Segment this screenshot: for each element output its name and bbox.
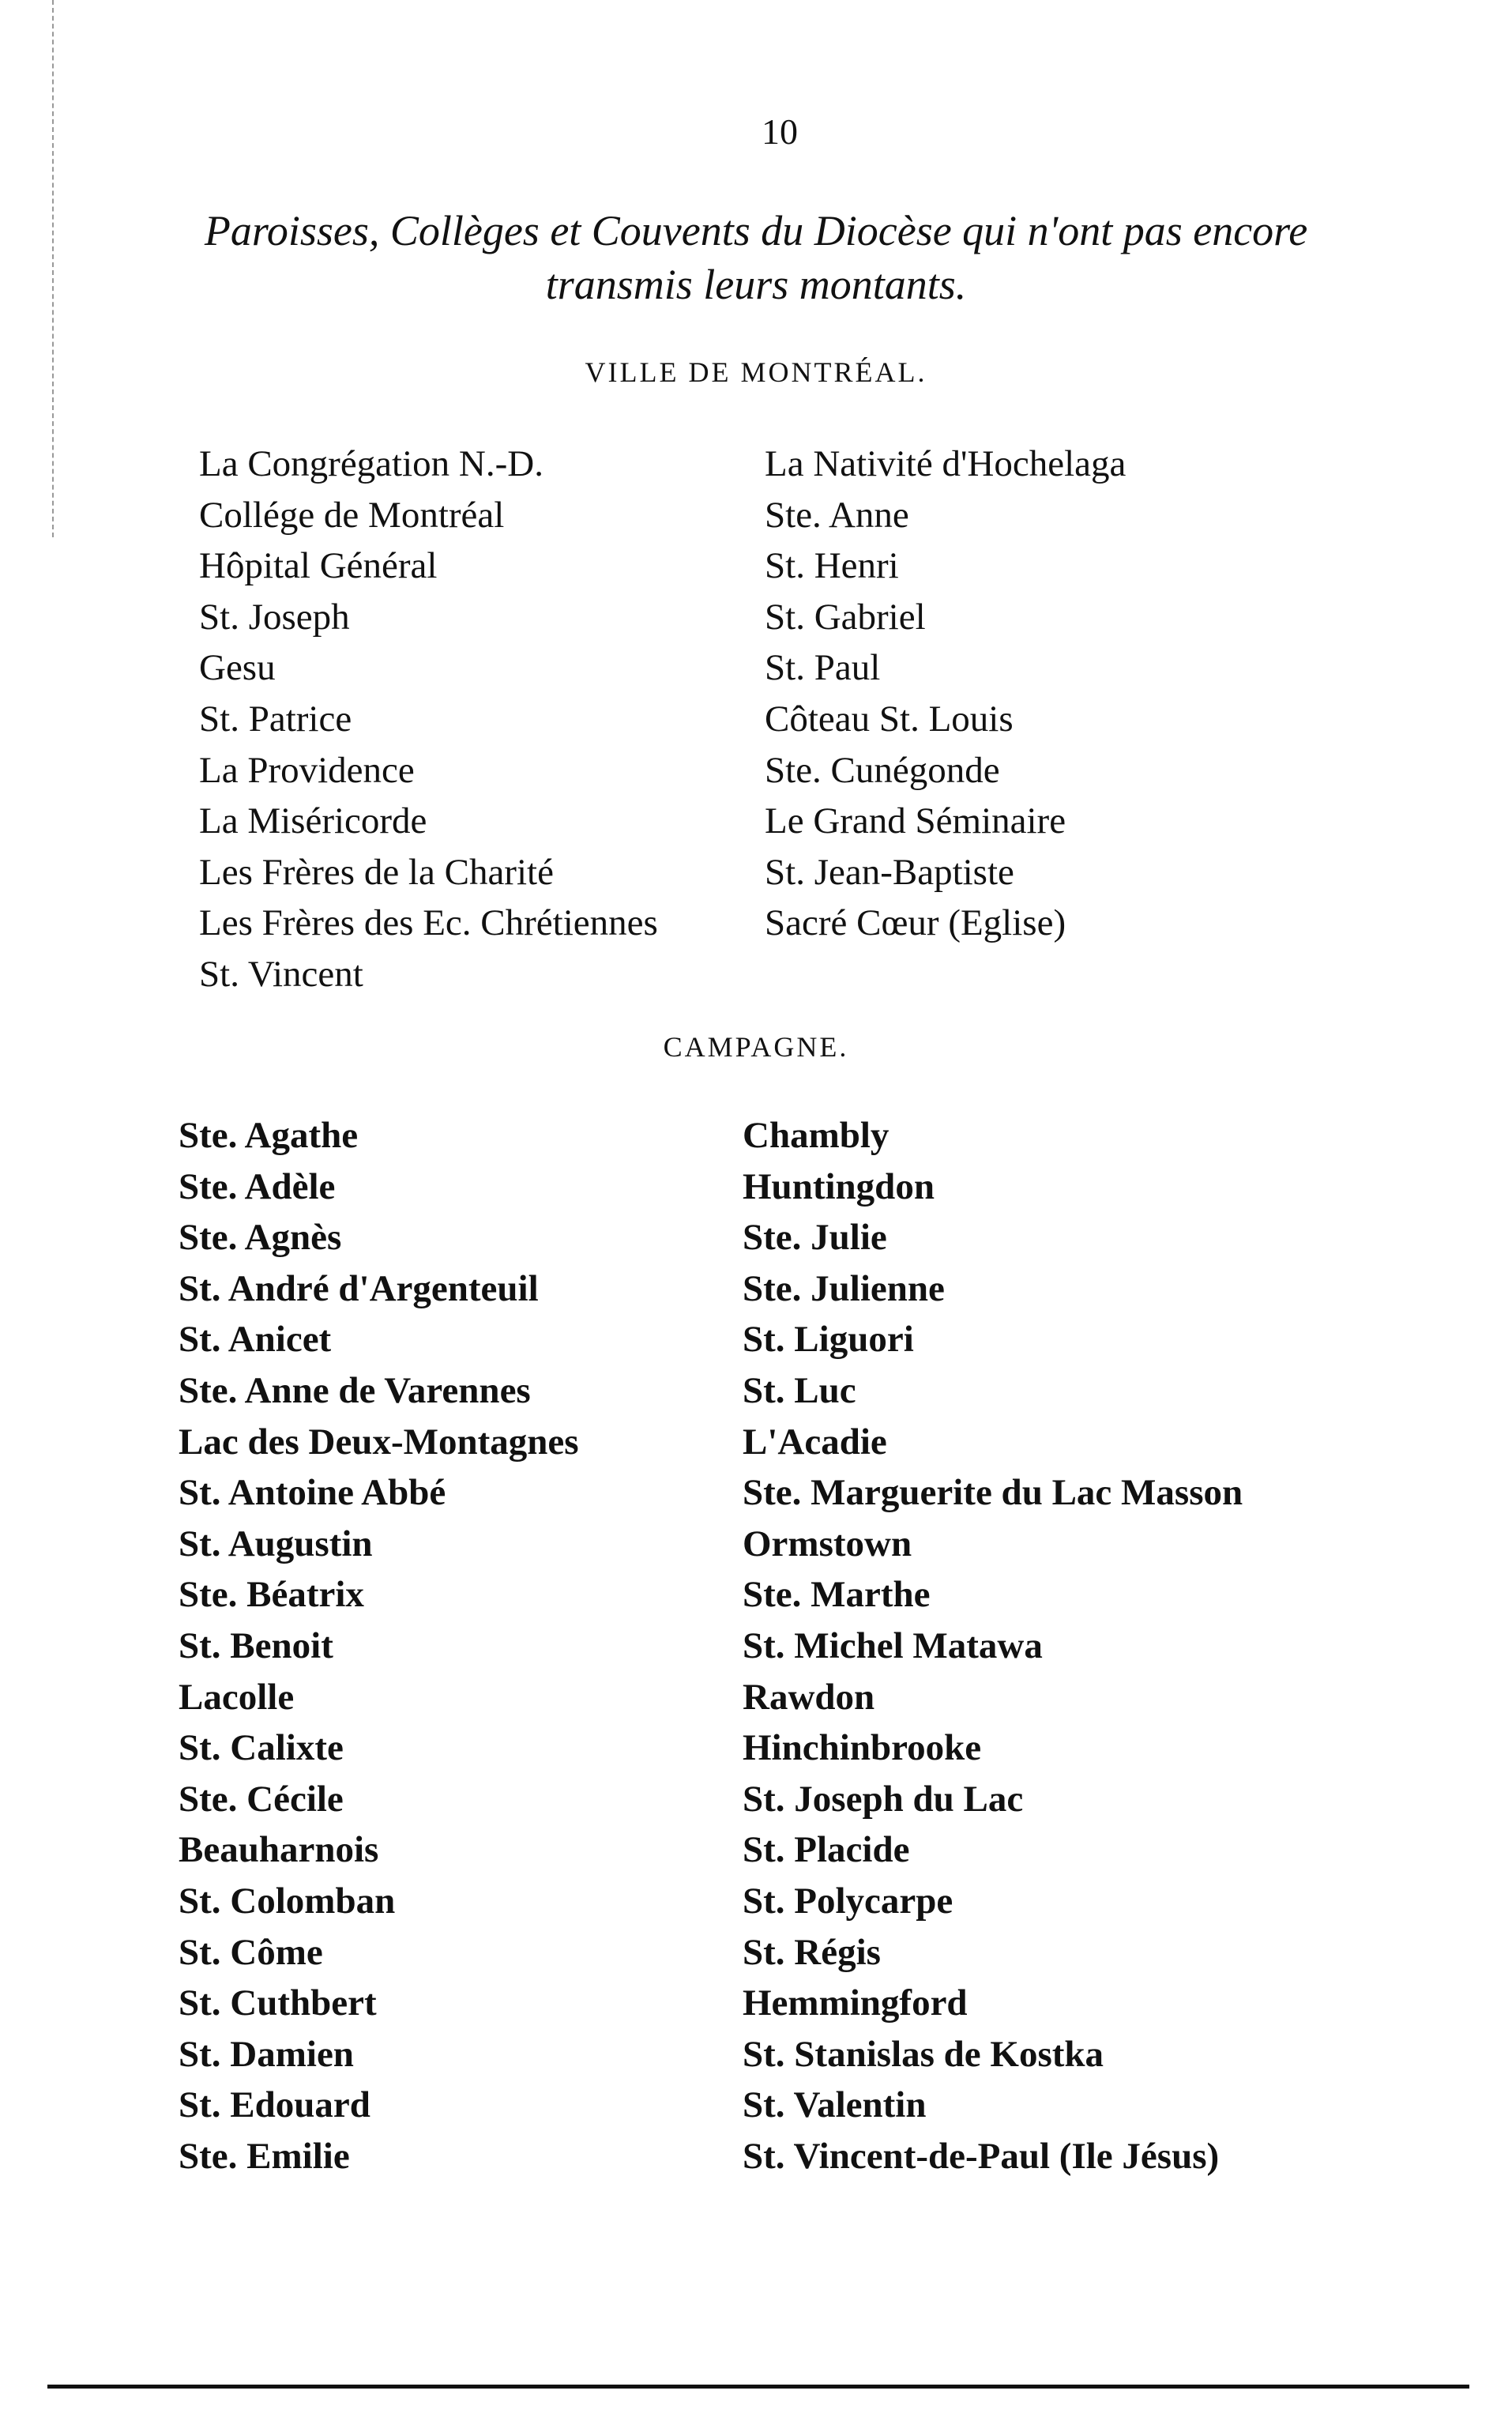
list-item: La Miséricorde <box>199 800 427 842</box>
list-item: Les Frères des Ec. Chrétiennes <box>199 902 658 944</box>
list-item: Rawdon <box>743 1676 875 1718</box>
list-item: St. Antoine Abbé <box>179 1472 446 1514</box>
ville-left-column <box>199 439 658 1000</box>
list-item: Ste. Béatrix <box>179 1574 364 1616</box>
list-item: St. Vincent-de-Paul (Ile Jésus) <box>743 2135 1220 2177</box>
list-item: Hinchinbrooke <box>743 1727 982 1769</box>
list-item: St. Anicet <box>179 1319 332 1361</box>
list-item: St. Stanislas de Kostka <box>743 2033 1104 2075</box>
list-item: St. Régis <box>743 1931 881 1973</box>
campagne-left-column <box>179 1110 579 2182</box>
list-item: Lac des Deux-Montagnes <box>179 1421 579 1463</box>
list-item: Ste. Anne de Varennes <box>179 1369 531 1411</box>
campagne-right-column <box>743 1110 1243 2182</box>
list-item: Ste. Marguerite du Lac Masson <box>743 1472 1243 1514</box>
list-item: Ste. Agnès <box>179 1217 342 1259</box>
list-item: Ste. Julienne <box>743 1267 945 1309</box>
list-item: St. Joseph <box>199 596 350 638</box>
list-item: St. Benoit <box>179 1624 333 1666</box>
list-item: Collége de Montréal <box>199 494 505 536</box>
list-item: Sacré Cœur (Eglise) <box>765 902 1066 944</box>
list-item: Ste. Cunégonde <box>765 749 1000 791</box>
list-item: Ste. Emilie <box>179 2135 350 2177</box>
list-item: Côteau St. Louis <box>765 698 1014 740</box>
list-item: St. Edouard <box>179 2084 370 2126</box>
list-item: St. Damien <box>179 2033 354 2075</box>
list-item: Hemmingford <box>743 1982 968 2024</box>
list-item: La Providence <box>199 749 415 791</box>
list-item: Ste. Marthe <box>743 1574 931 1616</box>
list-item: St. Calixte <box>179 1727 344 1769</box>
list-item: St. André d'Argenteuil <box>179 1267 539 1309</box>
section-title-campagne: CAMPAGNE. <box>663 1031 849 1063</box>
page-number: 10 <box>762 111 798 152</box>
list-item: St. Gabriel <box>765 596 926 638</box>
list-item: Ormstown <box>743 1523 912 1564</box>
page-heading-line-1: Paroisses, Collèges et Couvents du Diocèse qui n'ont pas encore <box>204 207 1308 254</box>
list-item: Les Frères de la Charité <box>199 851 554 893</box>
list-item: St. Placide <box>743 1829 910 1871</box>
list-item: Ste. Julie <box>743 1217 887 1259</box>
list-item: St. Henri <box>765 545 899 587</box>
list-item: St. Paul <box>765 647 881 689</box>
list-item: Ste. Cécile <box>179 1778 344 1820</box>
page-heading-line-2: transmis leurs montants. <box>545 261 967 308</box>
list-item: Ste. Anne <box>765 494 909 536</box>
list-item: St. Vincent <box>199 953 363 995</box>
list-item: St. Patrice <box>199 698 352 740</box>
list-item: Lacolle <box>179 1676 295 1718</box>
bottom-rule <box>47 2385 1469 2389</box>
list-item: La Nativité d'Hochelaga <box>765 443 1126 484</box>
list-item: St. Valentin <box>743 2084 927 2126</box>
list-item: St. Colomban <box>179 1880 396 1922</box>
list-item: Gesu <box>199 647 276 689</box>
list-item: St. Cuthbert <box>179 1982 377 2024</box>
list-item: L'Acadie <box>743 1421 887 1463</box>
list-item: Ste. Adèle <box>179 1165 336 1207</box>
ville-right-column <box>765 439 1126 949</box>
list-item: St. Liguori <box>743 1319 914 1361</box>
list-item: Ste. Agathe <box>179 1115 359 1156</box>
list-item: Chambly <box>743 1115 890 1156</box>
list-item: St. Polycarpe <box>743 1880 953 1922</box>
list-item: Hôpital Général <box>199 545 438 587</box>
list-item: St. Jean-Baptiste <box>765 851 1014 893</box>
list-item: St. Augustin <box>179 1523 373 1564</box>
section-title-ville: VILLE DE MONTRÉAL. <box>585 356 927 388</box>
list-item: St. Michel Matawa <box>743 1624 1043 1666</box>
list-item: La Congrégation N.-D. <box>199 443 543 484</box>
list-item: St. Côme <box>179 1931 323 1973</box>
list-item: St. Luc <box>743 1369 856 1411</box>
list-item: Huntingdon <box>743 1165 935 1207</box>
list-item: St. Joseph du Lac <box>743 1778 1024 1820</box>
list-item: Le Grand Séminaire <box>765 800 1066 842</box>
list-item: Beauharnois <box>179 1829 379 1871</box>
